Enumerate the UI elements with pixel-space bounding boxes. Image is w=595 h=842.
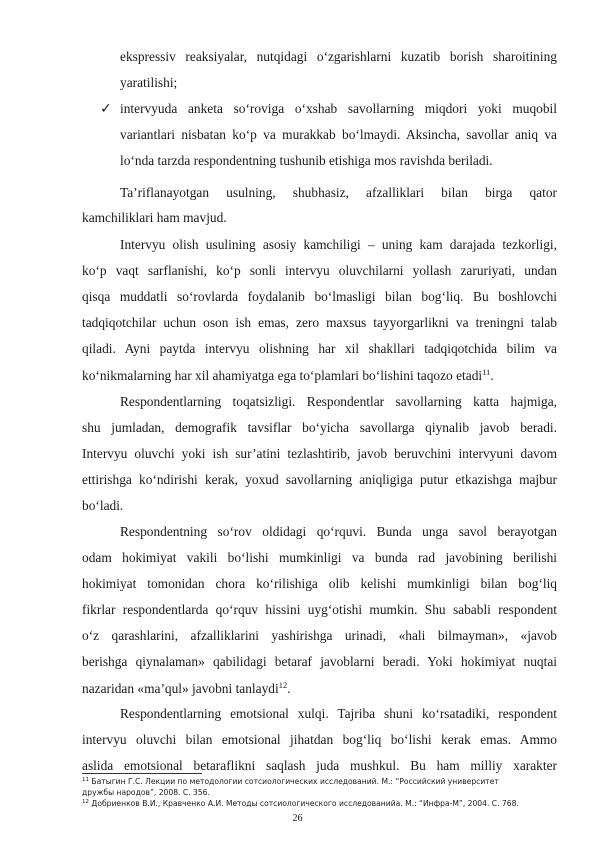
text-line: bo‘ladi. xyxy=(82,498,124,513)
footnote-continuation: дружбы народов”, 2008. С. 356. xyxy=(82,788,210,797)
text-line: qisqa muddatli so‘rovlarda foydalanib bo‘lmasligi bilan bog‘liq. Bu boshlovchi xyxy=(82,289,557,304)
text-line: tadqiqotchilar uchun oson ish emas, zero maxsus tayyorgarlikni va treningni talab xyxy=(82,315,557,330)
text-line xyxy=(82,681,291,695)
text-line: intervyuda anketa so‘roviga o‘xshab savollarning miqdori yoki muqobil xyxy=(120,101,557,116)
text-line: intervyu oluvchi bilan emotsional jihatdan bog‘liq bo‘lishi kerak emas. Ammo xyxy=(82,732,557,747)
text-line: o‘z qarashlarini, afzalliklarini yashirishga urinadi, «hali bilmayman», «javob xyxy=(82,628,557,643)
text-line: ko‘p vaqt sarflanishi, ko‘p sonli intervyu oluvchilarni yollash zaruriyati, undan xyxy=(82,263,557,278)
footnote-divider xyxy=(82,773,202,774)
text-line: hokimiyat tomonidan chora ko‘rilishiga olib kelishi mumkinligi bilan bog‘liq xyxy=(82,576,557,591)
text-line: ettirishga ko‘ndirishi kerak, yoxud savollarning aniqligiga putur etkazishga majbur xyxy=(82,472,557,487)
text-segment: ko‘nikmalarning har xil ahamiyatga ega to‘plamlari bo‘lishini taqozo etadi xyxy=(82,368,483,383)
text-segment: . xyxy=(287,681,291,696)
footnote-number: 12 xyxy=(82,799,89,805)
text-line: yaratilishi; xyxy=(120,75,178,90)
text-segment: . xyxy=(490,368,494,383)
text-line: variantlari nisbatan ko‘p va murakkab bo‘lmaydi. Aksincha, savollar aniq va xyxy=(120,127,557,142)
text-line: lo‘nda tarzda respondentning tushunib etishiga mos ravishda beriladi. xyxy=(120,153,493,168)
footnote-ref[interactable]: 12 xyxy=(278,680,288,690)
text-line: aslida emotsional betaraflikni saqlash juda mushkul. Bu ham milliy xarakter xyxy=(82,758,557,773)
text-line: Respondentlarning emotsional xulqi. Tajriba shuni ko‘rsatadiki, respondent xyxy=(120,706,557,721)
footnote xyxy=(82,777,499,786)
checkmark-icon: ✓ xyxy=(100,101,112,117)
text-line: berishga qiynalaman» qabilidagi betaraf javoblarni beradi. Yoki hokimiyat nuqtai xyxy=(82,654,557,669)
footnote xyxy=(82,799,519,808)
text-line: qiladi. Ayni paytda intervyu olishning har xil shakllari tadqiqotchida bilim va xyxy=(82,341,557,356)
text-line: ekspressiv reaksiyalar, nutqidagi o‘zgarishlarni kuzatib borish sharoitining xyxy=(120,49,557,64)
text-segment: nazaridan «ma’qul» javobni tanlaydi xyxy=(82,681,279,696)
text-line: Intervyu olish usulining asosiy kamchiligi – uning kam darajada tezkorligi, xyxy=(120,237,557,252)
text-line: shu jumladan, demografik tavsiflar bo‘yicha savollarga qiynalib javob beradi. xyxy=(82,420,557,435)
page-number: 26 xyxy=(292,813,303,824)
text-line xyxy=(82,368,494,382)
text-line: Ta’riflanayotgan usulning, shubhasiz, afzalliklari bilan birga qator xyxy=(120,185,557,200)
text-line: kamchiliklari ham mavjud. xyxy=(82,210,227,225)
footnote-text: Батыгин Г.С. Лекции по методологии сотсиологических исследований. М.: “Российский университет xyxy=(89,777,499,786)
text-line: Intervyu oluvchi yoki ish sur’atini tezlashtirib, javob beruvchini intervyuni davom xyxy=(82,446,557,461)
footnote-text: Добриенков В.И., Кравченко А.И. Методы сотсиологического исследованийа. М.: “Инфра-М”, 2004. С. 768. xyxy=(89,799,519,808)
text-line: Respondentlarning toqatsizligi. Respondentlar savollarning katta hajmiga, xyxy=(120,394,557,409)
text-line: Respondentning so‘rov oldidagi qo‘rquvi. Bunda unga savol berayotgan xyxy=(120,524,557,539)
footnote-ref[interactable]: 11 xyxy=(482,367,491,377)
footnote-number: 11 xyxy=(82,777,89,783)
text-line: fikrlar respondentlarda qo‘rquv hissini uyg‘otishi mumkin. Shu sababli respondent xyxy=(82,602,557,617)
text-line: odam hokimiyat vakili bo‘lishi mumkinligi va bunda rad javobining berilishi xyxy=(82,550,557,565)
